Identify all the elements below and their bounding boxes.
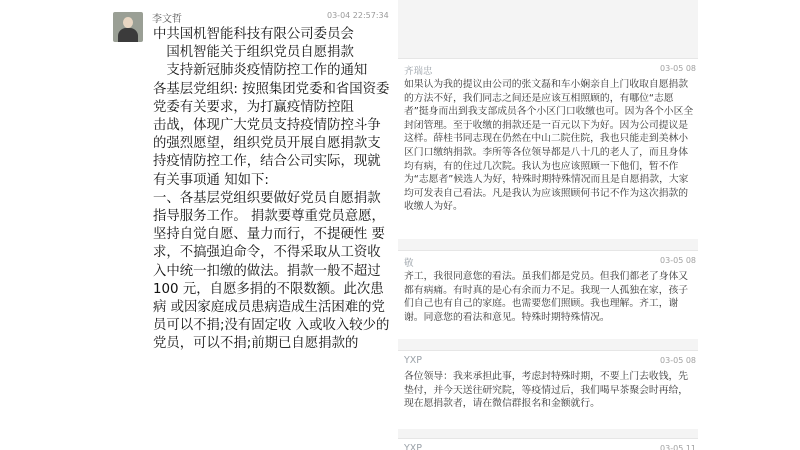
- left-message-panel: [105, 0, 393, 450]
- message-line: 支持新冠肺炎疫情防控工作的通知: [153, 63, 368, 79]
- comment-author: 敬: [404, 258, 414, 269]
- comment-timestamp: 03-05 08: [660, 256, 696, 265]
- comment-card: [398, 250, 698, 339]
- comment-card: [398, 438, 698, 450]
- comment-text: 各位领导：我来承担此事，考虑封特殊时期，不要上门去收钱，先垫付，并今天送往研究院，等疫情过后，我们喝早茶聚会时再给，现在愿捐款者，请在微信群报名和金额就行。: [404, 371, 689, 410]
- comment-thread-panel: [398, 0, 698, 450]
- comment-timestamp: 03-05 08: [660, 356, 696, 365]
- comment-card: [398, 58, 698, 239]
- message-text: [153, 26, 391, 354]
- message-author: 李文哲: [152, 14, 182, 25]
- comment-timestamp: 03-05 08: [660, 64, 696, 73]
- message-line: 各基层党组织: 按照集团党委和省国资委党委有关要求，为打赢疫情防控阻: [153, 81, 390, 115]
- comment-author: 齐瑞忠: [404, 66, 433, 77]
- message-line: 中共国机智能科技有限公司委员会: [153, 27, 354, 42]
- comment-text: 如果认为我的提议由公司的张文磊和车小娴亲自上门收取自愿捐款的方法不好，我们同志之间还是应该互相照顾的，有哪位“志愿者”挺身而出到我支部成员各个小区门口收缴也可。因为各个小区全封闭管理。至于收缴的捐款还是一百元以下为好。因为公司提议是这样。薛桂书同志现在仍然在中山二院住院，我也只能走到美林小区门口缴纳捐款。李所等各位领导都是八十几的老人了，而且身体均有病，有的住过几次院。我认为也应该照顾一下他们，暂不作为“志愿者”候选人为好，特殊时期特殊情况而且是自愿捐款，大家均可发表自己看法。凡是我认为应该照顾何书记不作为这次捐款的收缴人为好。: [404, 79, 694, 213]
- comment-text: 齐工，我很同意您的看法。虽我们都是党员。但我们都老了身体又都有病痛。有时真的是心有余而力不足。我现一人孤独在家，孩子们自己也有自己的家庭。也需要您们照顾。我也理解。齐工，谢谢。同意您的看法和意见。特殊时期特殊情况。: [404, 271, 689, 323]
- comment-author: YXP: [404, 443, 423, 450]
- message-timestamp: 03-04 22:57:34: [327, 11, 389, 20]
- comment-author: YXP: [404, 355, 423, 366]
- avatar[interactable]: [113, 12, 143, 42]
- comment-card: [398, 350, 698, 429]
- message-line: 击战，体现广大党员支持疫情防控斗争的强烈愿望，组织党员开展自愿捐款支持疫情防控工作，结合公司实际，现就有关事项通 知如下:: [153, 118, 381, 188]
- message-line: 一、各基层党组织要做好党员自愿捐款指导服务工作。 捐款要尊重党员意愿，坚持自觉自愿、量力而行，不提硬性 要求，不搞强迫命令，不得采取从工资收入中统一扣缴的做法。捐款一般不超过 100 元，自愿多捐的不限数额。此次患病 或因家庭成员患病造成生活困难的党员可以不捐;没有固定收 入或收入较少的党员，可以不捐;前期已自愿捐款的: [153, 190, 390, 352]
- comment-timestamp: 03-05 11: [660, 444, 696, 450]
- message-line: 国机智能关于组织党员自愿捐款: [153, 45, 354, 61]
